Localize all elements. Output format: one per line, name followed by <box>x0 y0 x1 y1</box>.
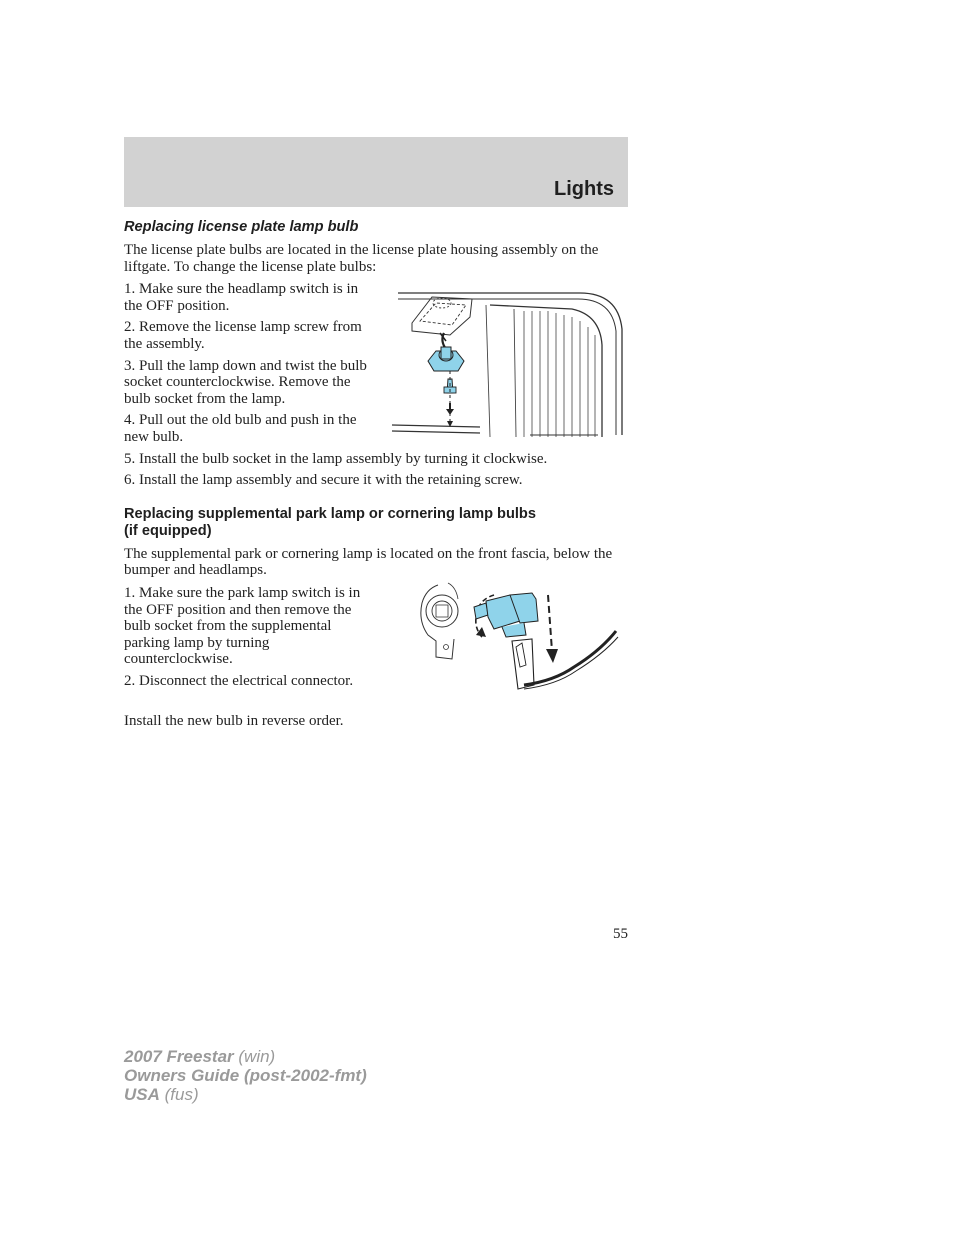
section-header-band <box>124 137 628 207</box>
section-title: Lights <box>554 178 614 200</box>
park-lamp-steps <box>124 585 368 695</box>
park-lamp-closing: Install the new bulb in reverse order. <box>124 712 344 729</box>
step-item: 3. Pull the lamp down and twist the bulb socket counterclockwise. Remove the bulb socket from the lamp. <box>124 357 367 407</box>
park-lamp-heading-line2: (if equipped) <box>124 522 212 539</box>
page-content <box>124 219 628 730</box>
park-lamp-heading <box>124 506 628 540</box>
license-lamp-steps-row <box>124 281 628 450</box>
step-item: 2. Remove the license lamp screw from the assembly. <box>124 319 362 352</box>
page-number: 55 <box>613 926 628 942</box>
park-lamp-heading-line1: Replacing supplemental park lamp or cornering lamp bulbs <box>124 505 536 522</box>
footer-region: USA <box>124 1085 160 1104</box>
license-lamp-intro: The license plate bulbs are located in the license plate housing assembly on the liftgate. To change the license plate bulbs: <box>124 242 599 275</box>
step-item: 5. Install the bulb socket in the lamp assembly by turning it clockwise. <box>124 450 548 467</box>
footer-guide: Owners Guide (post-2002-fmt) <box>124 1066 367 1085</box>
step-item: 1. Make sure the headlamp switch is in the OFF position. <box>124 281 359 314</box>
step-item: 2. Disconnect the electrical connector. <box>124 672 354 689</box>
license-lamp-heading: Replacing license plate lamp bulb <box>124 219 359 235</box>
step-item: 1. Make sure the park lamp switch is in the OFF position and then remove the bulb socket from the supplemental parking lamp by turning counterclockwise. <box>124 584 361 668</box>
park-lamp-intro: The supplemental park or cornering lamp is located on the front fascia, below the bumper and headlamps. <box>124 545 613 579</box>
license-plate-lamp-illustration <box>390 275 630 440</box>
footer-model: 2007 Freestar <box>124 1047 234 1066</box>
step-item: 4. Pull out the old bulb and push in the new bulb. <box>124 412 357 445</box>
license-lamp-steps-full <box>124 451 628 489</box>
license-lamp-steps <box>124 281 376 450</box>
park-lamp-steps-row <box>124 585 628 701</box>
document-footer <box>124 1047 367 1104</box>
footer-region-code: (fus) <box>164 1085 199 1104</box>
footer-code: (win) <box>238 1047 276 1066</box>
park-lamp-illustration <box>414 581 624 701</box>
step-item: 6. Install the lamp assembly and secure it with the retaining screw. <box>124 472 523 489</box>
